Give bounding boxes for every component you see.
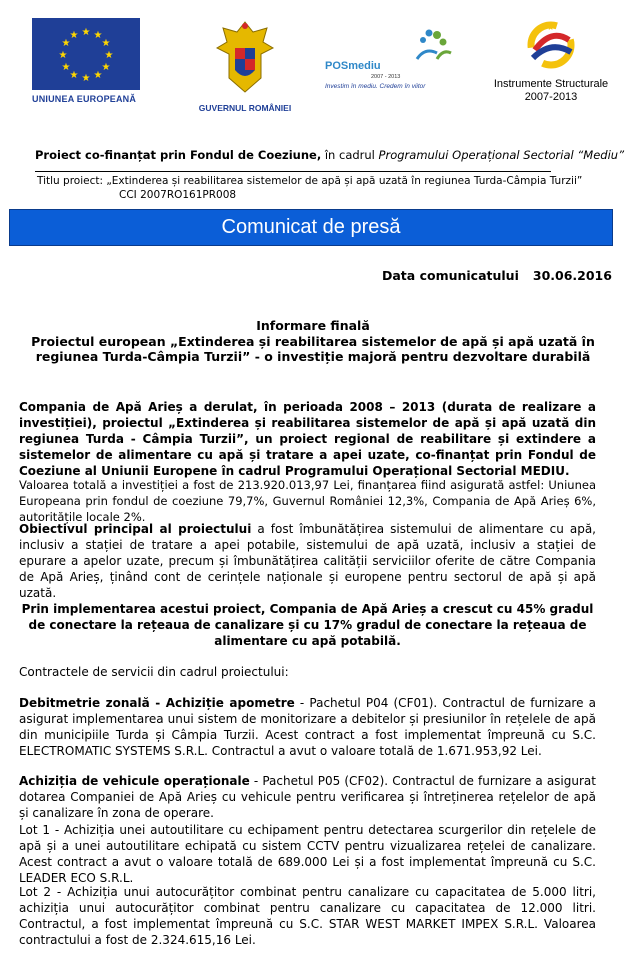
press-release-banner [9, 209, 613, 246]
svg-text:★: ★ [81, 73, 91, 84]
date-value: 30.06.2016 [532, 268, 612, 283]
svg-text:★: ★ [93, 70, 103, 81]
investment-value-paragraph: Valoarea totală a investiției a fost de 213.920.013,97 Lei, finanțarea fiind asigurată astfel: Uniunea Europeana prin fondul de coeziune 79,7%, Guvernul României 12,3%, Compania de Apă Arieș 6%, autoritățile locale 2%. [19, 478, 596, 524]
romania-coat-of-arms-icon [213, 18, 277, 96]
logo-strip [0, 0, 626, 125]
date-label: Data comunicatului [382, 268, 519, 283]
eu-logo [32, 18, 142, 108]
eu-caption: UNIUNEA EUROPEANĂ [32, 94, 137, 104]
svg-text:★: ★ [101, 38, 111, 49]
posmediu-logo [325, 25, 475, 100]
contracts-heading: Contractele de servicii din cadrul proiectului: [19, 665, 289, 679]
banner-title: Comunicat de presă [221, 216, 401, 238]
svg-text:★: ★ [101, 62, 111, 73]
cofinance-line: Proiect co-finanțat prin Fondul de Coeziune, în cadrul Programului Operațional Sectorial “Mediu” [35, 148, 625, 162]
svg-text:★: ★ [61, 38, 71, 49]
structural-instruments-logo [486, 18, 616, 113]
svg-text:★: ★ [58, 50, 68, 61]
header-divider [35, 171, 551, 172]
lot2-paragraph: Lot 2 - Achiziția unui autocurățitor combinat pentru canalizare cu capacitatea de 5.000 litri, achiziția unui autocurățitor combinat pentru canalizare cu capacitatea de 12.000 litri. Contractul, a fost implementat împreună cu S.C. STAR WEST MARKET IMPEX S.R.L. Valoarea contractului a fost de 2.324.615,16 Lei. [19, 885, 596, 947]
structural-instruments-icon [521, 18, 581, 72]
structural-instruments-caption: Instrumente Structurale 2007-2013 [493, 78, 609, 103]
results-paragraph: Prin implementarea acestui proiect, Compania de Apă Arieș a crescut cu 45% gradul de conectare la rețeaua de canalizare și cu 17% gradul de conectare la rețeaua de alimentare cu apă potabilă. [21, 602, 594, 648]
svg-text:★: ★ [93, 30, 103, 41]
svg-text:★: ★ [61, 62, 71, 73]
posmediu-tagline: Investim în mediu. Credem în viitor [325, 83, 426, 90]
intro-paragraph: Compania de Apă Arieș a derulat, în perioada 2008 – 2013 (durata de realizare a investiției), proiectul „Extinderea și reabilitarea sistemelor de apă și apă uzată din regiunea Turda - Câmpia Turzii”, un proiect regional de reabilitare și extindere a sistemelor de alimentare cu apă și tratare a apei uzate, co-finanțat prin Fondul de Coeziune al Uniunii Europene în cadrul Programului Operațional Sectorial MEDIU. [19, 400, 596, 478]
contract-p05-paragraph: Achiziția de vehicule operaționale - Pachetul P05 (CF02). Contractul de furnizare a asigurat dotarea Companiei de Apă Arieș cu vehicule pentru verificarea și întreținerea rețelelor de apă și canalizare în zona de operare. [19, 774, 596, 820]
project-code: CCI 2007RO161PR008 [119, 189, 237, 201]
svg-text:★: ★ [547, 23, 555, 32]
posmediu-name: POSmediu [325, 60, 381, 72]
svg-text:★: ★ [69, 30, 79, 41]
posmediu-flower-icon [325, 25, 475, 65]
headline-line3: regiunea Turda-Câmpia Turzii” - o investiție majoră pentru dezvoltare durabilă [35, 349, 591, 364]
government-caption: GUVERNUL ROMÂNIEI [198, 103, 292, 113]
eu-flag-icon [32, 18, 140, 90]
posmediu-years: 2007 - 2013 [371, 74, 401, 80]
headline-line2: Proiectul european „Extinderea și reabilitarea sistemelor de apă și apă uzată în [31, 334, 595, 349]
release-date [382, 268, 612, 283]
svg-text:★: ★ [81, 27, 91, 38]
project-title: Titlu proiect: „Extinderea și reabilitarea sistemelor de apă și apă uzată în regiunea Turda-Câmpia Turzii” [37, 175, 583, 187]
svg-text:★: ★ [69, 70, 79, 81]
lot1-paragraph: Lot 1 - Achiziția unei autoutilitare cu echipament pentru detectarea scurgerilor din rețelele de apă și a unei autoutilitare echipată cu sistem CCTV pentru vizualizarea rețelei de canalizare. Acest contract a avut o valoare totală de 689.000 Lei și a fost implementat împreună cu S.C. LEADER ECO S.R.L. [19, 823, 596, 885]
svg-text:★: ★ [104, 50, 114, 61]
objective-paragraph: Obiectivul principal al proiectului a fost îmbunătățirea sistemului de alimentare cu apă, inclusiv a stației de tratare a apei potabile, sistemului de apă uzată, inclusiv a stației de epurare a apelor uzate, precum și îmbunătățirea calității serviciilor oferite de către Compania de Apă Arieș, ținând cont de cerințele naționale și europene pentru sectorul de apă și apă uzată. [19, 522, 596, 600]
headline-line1: Informare finală [256, 318, 370, 333]
contract-p04-paragraph: Debitmetrie zonală - Achiziție apometre - Pachetul P04 (CF01). Contractul de furnizare a asigurat implementarea unui sistem de monitorizare a debitelor și presiunilor în rețelele de apă din municipiile Turda și Câmpia Turzii. Acest contract a fost implementat împreună cu S.C. ELECTROMATIC SYSTEMS S.R.L. Contractul a avut o valoare totală de 1.671.953,92 Lei. [19, 696, 596, 758]
government-logo [190, 18, 300, 113]
